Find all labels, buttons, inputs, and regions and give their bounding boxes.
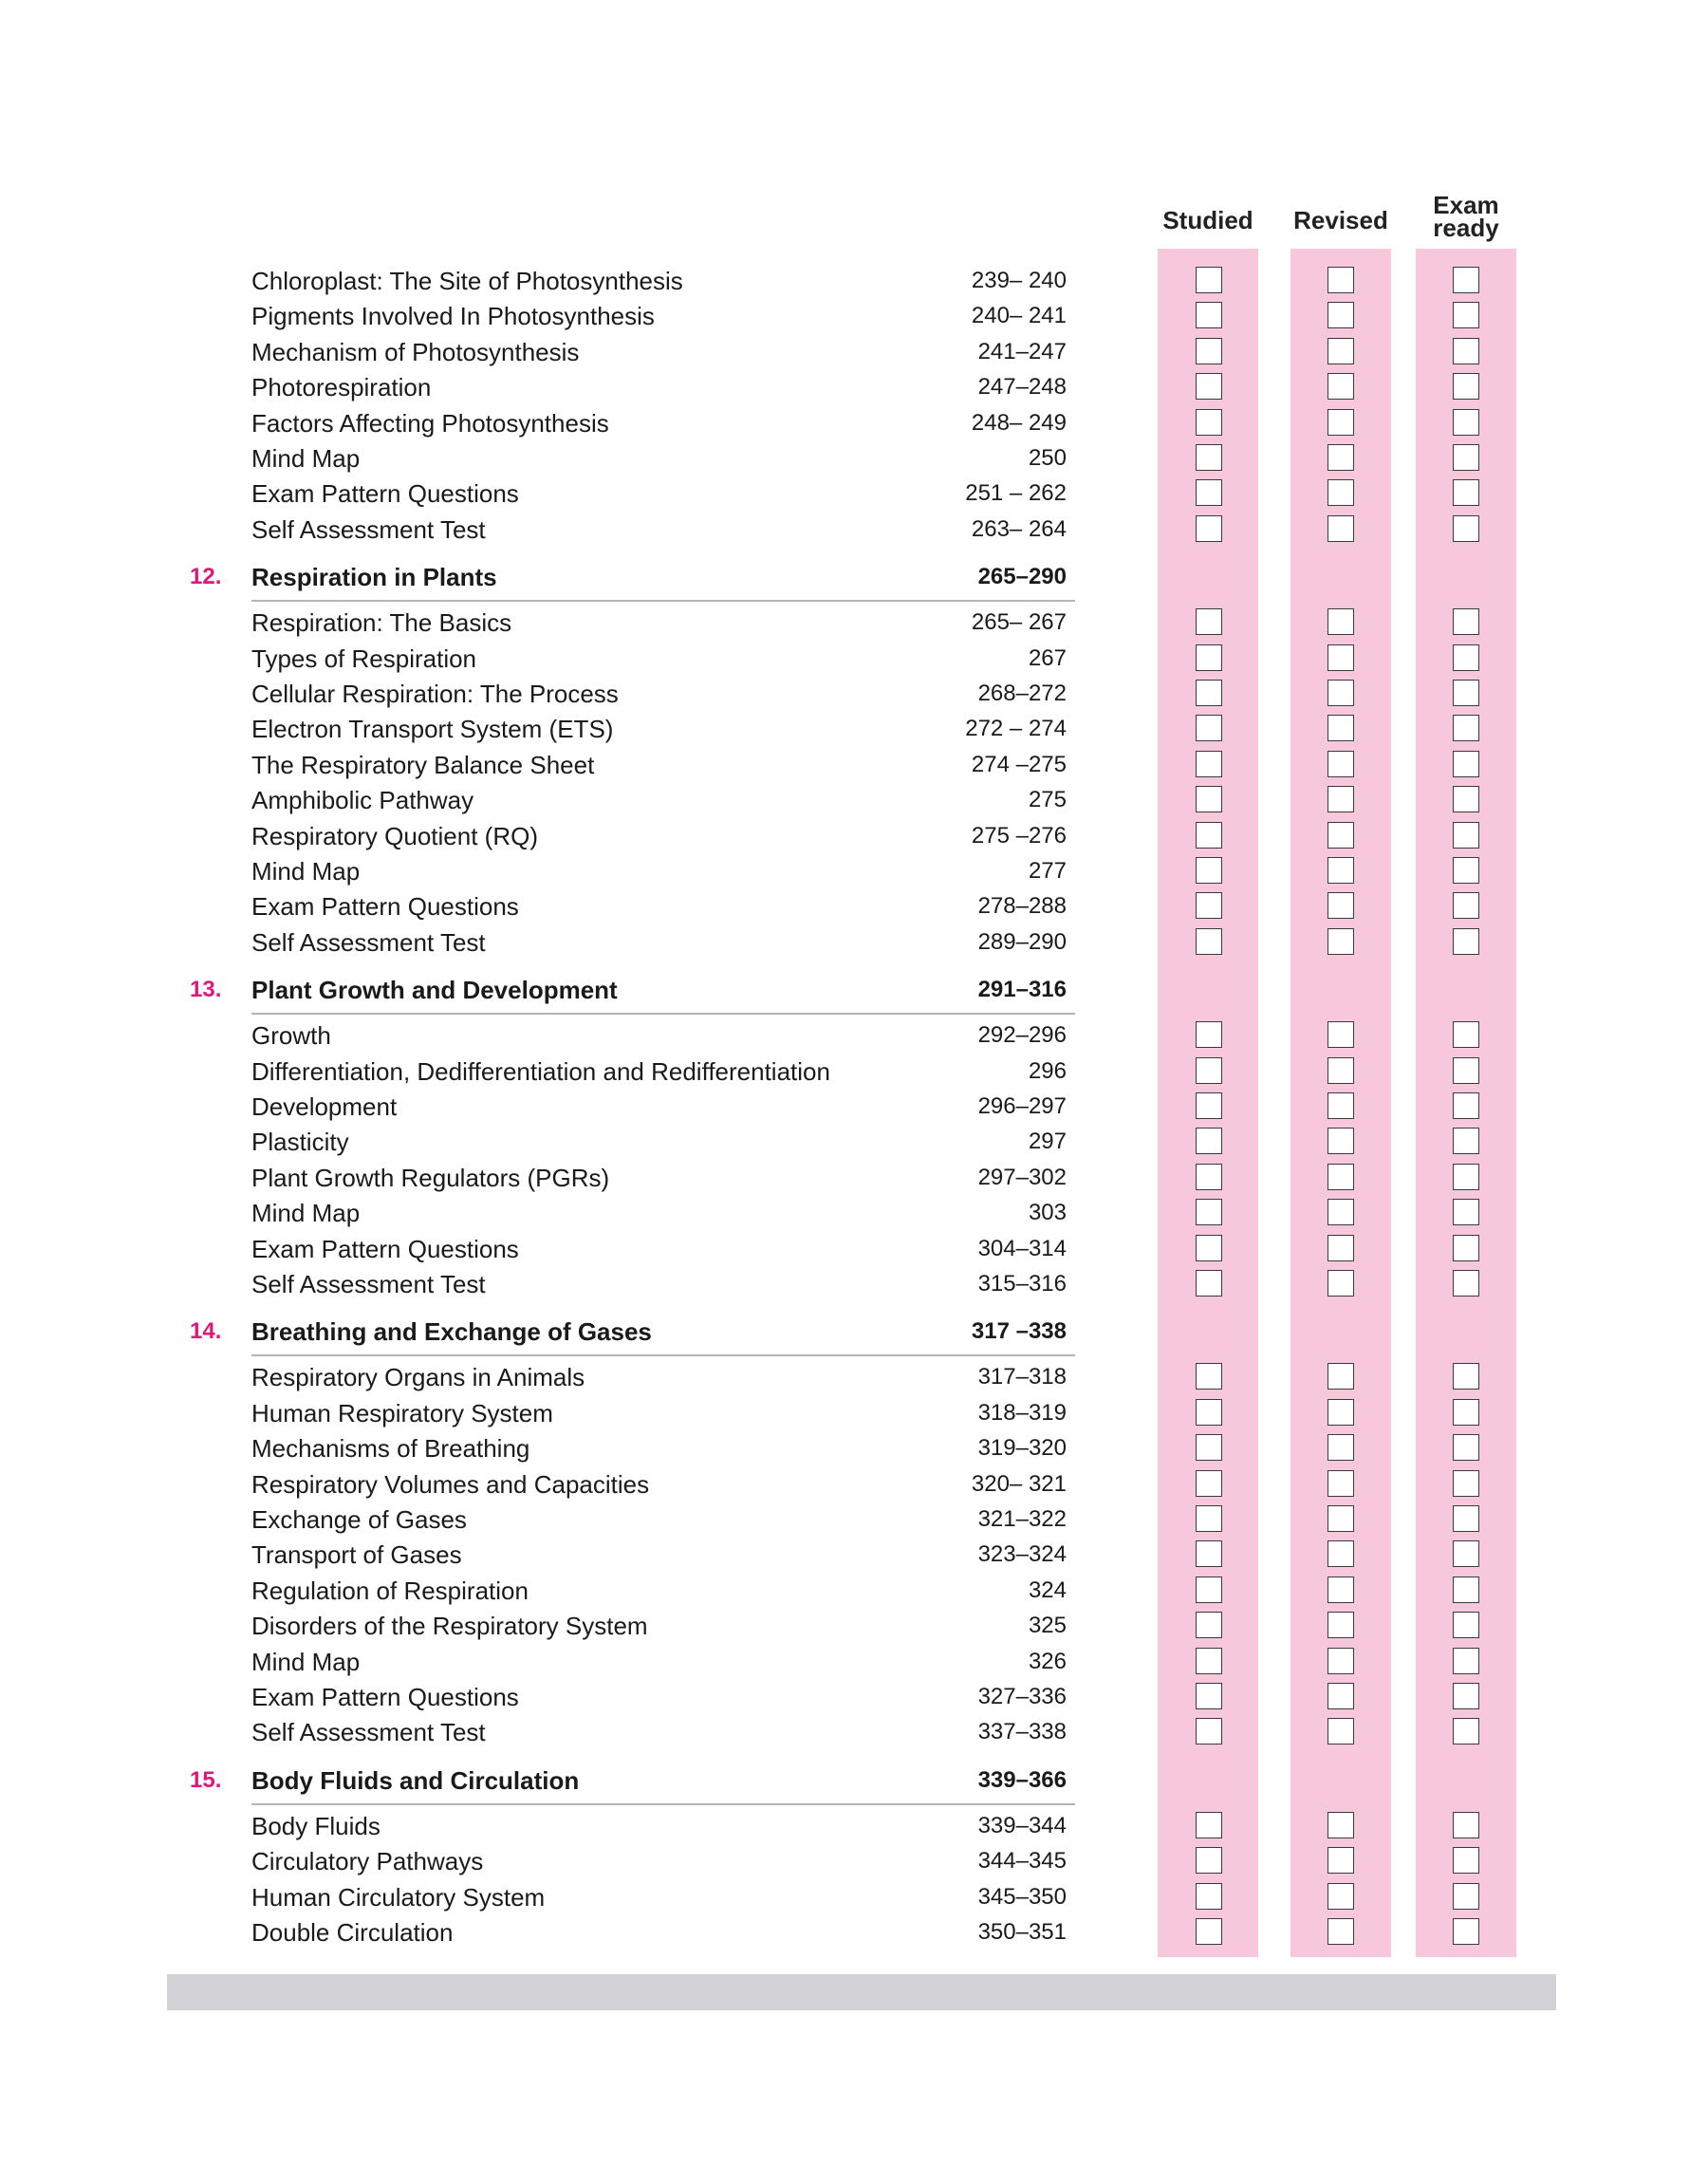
exam-ready-checkbox[interactable]	[1453, 822, 1479, 849]
topic-title: Respiratory Volumes and Capacities	[251, 1469, 650, 1499]
revised-checkbox[interactable]	[1327, 644, 1354, 671]
topic-title: Growth	[251, 1021, 331, 1051]
exam-ready-checkbox[interactable]	[1453, 1847, 1479, 1874]
studied-checkbox[interactable]	[1196, 1399, 1222, 1426]
chapter-row	[0, 1763, 1708, 1798]
studied-checkbox[interactable]	[1196, 1057, 1222, 1084]
topic-row	[0, 1502, 1708, 1537]
page-range: 272 – 274	[965, 716, 1067, 742]
topic-row	[0, 712, 1708, 746]
page-range: 339–344	[977, 1812, 1067, 1838]
exam-ready-checkbox[interactable]	[1453, 1434, 1479, 1461]
page-range: 240– 241	[971, 303, 1067, 329]
revised-checkbox[interactable]	[1327, 409, 1354, 436]
page-range: 320– 321	[971, 1470, 1067, 1497]
topic-row	[0, 854, 1708, 888]
page-range: 277	[1028, 858, 1067, 884]
topic-title: Photorespiration	[251, 373, 432, 402]
topic-row	[0, 606, 1708, 640]
page-range: 337–338	[977, 1719, 1067, 1745]
topic-title: Factors Affecting Photosynthesis	[251, 408, 609, 438]
studied-checkbox[interactable]	[1196, 1199, 1222, 1225]
topic-row	[0, 1467, 1708, 1502]
topic-title: Exchange of Gases	[251, 1505, 467, 1534]
topic-row	[0, 1196, 1708, 1230]
page-range: 291–316	[977, 977, 1067, 1003]
revised-checkbox[interactable]	[1327, 1847, 1354, 1874]
revised-header: Revised	[1293, 206, 1388, 234]
chapter-divider	[251, 1803, 1075, 1805]
studied-checkbox[interactable]	[1196, 1683, 1222, 1709]
topic-title: Respiration: The Basics	[251, 608, 512, 638]
exam-ready-checkbox[interactable]	[1453, 1270, 1479, 1297]
exam-ready-checkbox[interactable]	[1453, 644, 1479, 671]
revised-checkbox[interactable]	[1327, 479, 1354, 506]
page-range: 304–314	[977, 1235, 1067, 1261]
exam-ready-checkbox[interactable]	[1453, 786, 1479, 812]
studied-checkbox[interactable]	[1196, 1577, 1222, 1603]
chapter-number: 13.	[190, 977, 222, 1003]
revised-checkbox[interactable]	[1327, 1164, 1354, 1190]
topic-row	[0, 1396, 1708, 1430]
exam-ready-checkbox[interactable]	[1453, 338, 1479, 364]
exam-ready-header: Exam ready	[1433, 191, 1499, 242]
studied-header: Studied	[1162, 206, 1253, 234]
studied-checkbox[interactable]	[1196, 857, 1222, 884]
topic-title: Electron Transport System (ETS)	[251, 715, 614, 744]
exam-ready-checkbox[interactable]	[1453, 515, 1479, 542]
page-range: 327–336	[977, 1684, 1067, 1709]
topic-title: Types of Respiration	[251, 644, 477, 673]
chapter-title: Plant Growth and Development	[251, 976, 618, 1005]
chapter-number: 14.	[190, 1318, 222, 1345]
revised-checkbox[interactable]	[1327, 444, 1354, 471]
revised-checkbox[interactable]	[1327, 1270, 1354, 1297]
studied-checkbox[interactable]	[1196, 928, 1222, 955]
exam-ready-checkbox[interactable]	[1453, 1057, 1479, 1084]
page-range: 296–297	[977, 1093, 1067, 1119]
topic-row	[0, 1915, 1708, 1950]
studied-checkbox[interactable]	[1196, 822, 1222, 849]
studied-checkbox[interactable]	[1196, 302, 1222, 328]
chapter-number: 12.	[190, 564, 222, 590]
studied-checkbox[interactable]	[1196, 1363, 1222, 1390]
topic-title: Exam Pattern Questions	[251, 892, 519, 922]
page-range: 317 –338	[971, 1318, 1067, 1345]
revised-checkbox[interactable]	[1327, 1021, 1354, 1048]
page-range: 326	[1028, 1648, 1067, 1674]
studied-checkbox[interactable]	[1196, 1883, 1222, 1910]
revised-checkbox[interactable]	[1327, 1577, 1354, 1603]
topic-row	[0, 1880, 1708, 1914]
studied-checkbox[interactable]	[1196, 1164, 1222, 1190]
studied-checkbox[interactable]	[1196, 338, 1222, 364]
page-range: 297–302	[977, 1164, 1067, 1190]
topic-title: Mind Map	[251, 1199, 361, 1228]
page-range: 248– 249	[971, 409, 1067, 436]
studied-checkbox[interactable]	[1196, 715, 1222, 741]
topic-title: Self Assessment Test	[251, 1270, 486, 1298]
chapter-row	[0, 560, 1708, 594]
revised-checkbox[interactable]	[1327, 715, 1354, 741]
exam-ready-checkbox[interactable]	[1453, 1470, 1479, 1497]
page-range: 319–320	[977, 1435, 1067, 1462]
page-range: 268–272	[977, 681, 1067, 706]
topic-row	[0, 441, 1708, 476]
chapter-divider	[251, 1354, 1075, 1356]
studied-checkbox[interactable]	[1196, 751, 1222, 777]
chapter-row	[0, 973, 1708, 1007]
revised-checkbox[interactable]	[1327, 302, 1354, 328]
page-range: 344–345	[977, 1848, 1067, 1875]
topic-title: Cellular Respiration: The Process	[251, 680, 619, 708]
topic-row	[0, 783, 1708, 817]
page-range: 278–288	[977, 893, 1067, 920]
topic-title: The Respiratory Balance Sheet	[251, 750, 595, 779]
topic-title: Regulation of Respiration	[251, 1576, 529, 1605]
exam-ready-checkbox[interactable]	[1453, 1648, 1479, 1674]
exam-ready-checkbox[interactable]	[1453, 928, 1479, 955]
studied-checkbox[interactable]	[1196, 1021, 1222, 1048]
page-range: 339–366	[977, 1766, 1067, 1793]
studied-checkbox[interactable]	[1196, 608, 1222, 635]
exam-ready-checkbox[interactable]	[1453, 267, 1479, 293]
studied-checkbox[interactable]	[1196, 1434, 1222, 1461]
revised-checkbox[interactable]	[1327, 1540, 1354, 1567]
revised-checkbox[interactable]	[1327, 373, 1354, 400]
topic-row	[0, 335, 1708, 369]
studied-checkbox[interactable]	[1196, 267, 1222, 293]
page-range: 325	[1028, 1613, 1067, 1639]
topic-title: Differentiation, Dedifferentiation and Redifferentiation	[251, 1056, 830, 1086]
exam-ready-checkbox[interactable]	[1453, 751, 1479, 777]
page-range: 247–248	[977, 374, 1067, 401]
studied-checkbox[interactable]	[1196, 1918, 1222, 1945]
topic-title: Respiratory Quotient (RQ)	[251, 821, 538, 850]
topic-row	[0, 1161, 1708, 1195]
revised-checkbox[interactable]	[1327, 1470, 1354, 1497]
revised-checkbox[interactable]	[1327, 1363, 1354, 1390]
chapter-number: 15.	[190, 1766, 222, 1793]
topic-row	[0, 889, 1708, 924]
chapter-row	[0, 1315, 1708, 1349]
chapter-divider	[251, 600, 1075, 602]
topic-title: Transport of Gases	[251, 1540, 462, 1570]
topic-title: Mechanisms of Breathing	[251, 1434, 530, 1464]
topic-row	[0, 1360, 1708, 1394]
chapter-title: Breathing and Exchange of Gases	[251, 1317, 652, 1347]
studied-checkbox[interactable]	[1196, 1128, 1222, 1154]
revised-checkbox[interactable]	[1327, 751, 1354, 777]
page-range: 275	[1028, 787, 1067, 813]
topic-row	[0, 406, 1708, 440]
revised-checkbox[interactable]	[1327, 1812, 1354, 1838]
topic-row	[0, 1054, 1708, 1089]
revised-checkbox[interactable]	[1327, 786, 1354, 812]
exam-ready-checkbox[interactable]	[1453, 1199, 1479, 1225]
topic-row	[0, 1809, 1708, 1843]
page-range: 317–318	[977, 1364, 1067, 1390]
revised-checkbox[interactable]	[1327, 1505, 1354, 1532]
page-range: 315–316	[977, 1271, 1067, 1297]
topic-title: Human Respiratory System	[251, 1398, 553, 1427]
topic-row	[0, 1431, 1708, 1465]
studied-checkbox[interactable]	[1196, 1540, 1222, 1567]
topic-row	[0, 1090, 1708, 1124]
topic-row	[0, 299, 1708, 333]
exam-ready-checkbox[interactable]	[1453, 1021, 1479, 1048]
topic-title: Exam Pattern Questions	[251, 479, 519, 509]
topic-title: Disorders of the Respiratory System	[251, 1612, 648, 1641]
topic-row	[0, 1538, 1708, 1572]
revised-checkbox[interactable]	[1327, 267, 1354, 293]
topic-row	[0, 1267, 1708, 1301]
page-range: 289–290	[977, 928, 1067, 955]
revised-checkbox[interactable]	[1327, 1399, 1354, 1426]
revised-checkbox[interactable]	[1327, 928, 1354, 955]
revised-checkbox[interactable]	[1327, 1128, 1354, 1154]
studied-checkbox[interactable]	[1196, 1648, 1222, 1674]
exam-ready-checkbox[interactable]	[1453, 1812, 1479, 1838]
page-range: 265– 267	[971, 609, 1067, 636]
exam-ready-checkbox[interactable]	[1453, 1883, 1479, 1910]
exam-ready-checkbox[interactable]	[1453, 409, 1479, 436]
studied-checkbox[interactable]	[1196, 479, 1222, 506]
page-range: 321–322	[977, 1506, 1067, 1532]
topic-title: Human Circulatory System	[251, 1882, 546, 1912]
revised-checkbox[interactable]	[1327, 1092, 1354, 1119]
page-range: 318–319	[977, 1399, 1067, 1426]
topic-title: Pigments Involved In Photosynthesis	[251, 302, 655, 331]
revised-checkbox[interactable]	[1327, 1235, 1354, 1261]
revised-checkbox[interactable]	[1327, 822, 1354, 849]
page-range: 303	[1028, 1200, 1067, 1226]
exam-ready-checkbox[interactable]	[1453, 715, 1479, 741]
topic-title: Circulatory Pathways	[251, 1847, 484, 1876]
page-range: 265–290	[977, 564, 1067, 590]
chapter-title: Body Fluids and Circulation	[251, 1765, 580, 1795]
studied-checkbox[interactable]	[1196, 1847, 1222, 1874]
topic-title: Exam Pattern Questions	[251, 1234, 519, 1263]
topic-row	[0, 1609, 1708, 1643]
page-range: 267	[1028, 644, 1067, 671]
revised-checkbox[interactable]	[1327, 1883, 1354, 1910]
exam-ready-checkbox[interactable]	[1453, 857, 1479, 884]
topic-title: Chloroplast: The Site of Photosynthesis	[251, 267, 683, 295]
studied-checkbox[interactable]	[1196, 1505, 1222, 1532]
studied-checkbox[interactable]	[1196, 409, 1222, 436]
topic-title: Double Circulation	[251, 1918, 454, 1947]
chapter-title: Respiration in Plants	[251, 563, 497, 592]
revised-checkbox[interactable]	[1327, 857, 1354, 884]
revised-checkbox[interactable]	[1327, 1612, 1354, 1638]
page-range: 323–324	[977, 1541, 1067, 1568]
studied-checkbox[interactable]	[1196, 786, 1222, 812]
exam-ready-checkbox[interactable]	[1453, 680, 1479, 706]
topic-row	[0, 370, 1708, 404]
topic-title: Body Fluids	[251, 1811, 381, 1840]
studied-checkbox[interactable]	[1196, 644, 1222, 671]
topic-title: Respiratory Organs in Animals	[251, 1363, 585, 1392]
studied-checkbox[interactable]	[1196, 1270, 1222, 1297]
topic-row	[0, 925, 1708, 960]
topic-row	[0, 264, 1708, 298]
topic-row	[0, 1645, 1708, 1679]
topic-row	[0, 1232, 1708, 1266]
exam-ready-checkbox[interactable]	[1453, 892, 1479, 919]
topic-row	[0, 1844, 1708, 1878]
studied-checkbox[interactable]	[1196, 1612, 1222, 1638]
revised-checkbox[interactable]	[1327, 1918, 1354, 1945]
page-range: 324	[1028, 1577, 1067, 1603]
studied-checkbox[interactable]	[1196, 1092, 1222, 1119]
page-range: 251 – 262	[965, 480, 1067, 507]
page-range: 345–350	[977, 1883, 1067, 1910]
revised-checkbox[interactable]	[1327, 1683, 1354, 1709]
topic-row	[0, 1574, 1708, 1608]
revised-checkbox[interactable]	[1327, 1199, 1354, 1225]
topic-title: Self Assessment Test	[251, 927, 486, 957]
exam-ready-checkbox[interactable]	[1453, 1577, 1479, 1603]
topic-title: Self Assessment Test	[251, 514, 486, 544]
exam-ready-checkbox[interactable]	[1453, 1128, 1479, 1154]
exam-ready-checkbox[interactable]	[1453, 1399, 1479, 1426]
exam-ready-checkbox[interactable]	[1453, 1683, 1479, 1709]
exam-ready-checkbox[interactable]	[1453, 444, 1479, 471]
chapter-divider	[251, 1013, 1075, 1015]
topic-row	[0, 476, 1708, 511]
topic-title: Amphibolic Pathway	[251, 786, 474, 815]
page-range: 350–351	[977, 1919, 1067, 1945]
studied-checkbox[interactable]	[1196, 373, 1222, 400]
topic-title: Exam Pattern Questions	[251, 1683, 519, 1711]
topic-title: Self Assessment Test	[251, 1718, 486, 1747]
exam-ready-checkbox[interactable]	[1453, 1718, 1479, 1745]
topic-row	[0, 748, 1708, 782]
studied-checkbox[interactable]	[1196, 1470, 1222, 1497]
topic-row	[0, 1018, 1708, 1053]
topic-title: Development	[251, 1092, 398, 1121]
exam-ready-checkbox[interactable]	[1453, 608, 1479, 635]
studied-checkbox[interactable]	[1196, 892, 1222, 919]
topic-title: Mechanism of Photosynthesis	[251, 337, 580, 366]
page-range: 297	[1028, 1129, 1067, 1155]
revised-checkbox[interactable]	[1327, 1718, 1354, 1745]
studied-checkbox[interactable]	[1196, 1812, 1222, 1838]
footer-bar	[167, 1974, 1556, 2010]
exam-ready-checkbox[interactable]	[1453, 1505, 1479, 1532]
revised-checkbox[interactable]	[1327, 608, 1354, 635]
topic-title: Mind Map	[251, 444, 361, 473]
topic-row	[0, 1680, 1708, 1714]
revised-checkbox[interactable]	[1327, 1648, 1354, 1674]
exam-ready-checkbox[interactable]	[1453, 479, 1479, 506]
revised-checkbox[interactable]	[1327, 1057, 1354, 1084]
page-range: 275 –276	[971, 822, 1067, 849]
studied-checkbox[interactable]	[1196, 444, 1222, 471]
exam-ready-checkbox[interactable]	[1453, 1540, 1479, 1567]
page-range: 296	[1028, 1057, 1067, 1084]
exam-ready-checkbox[interactable]	[1453, 1918, 1479, 1945]
revised-checkbox[interactable]	[1327, 1434, 1354, 1461]
page-range: 263– 264	[971, 515, 1067, 542]
topic-row	[0, 513, 1708, 547]
studied-checkbox[interactable]	[1196, 515, 1222, 542]
topic-row	[0, 1125, 1708, 1159]
exam-ready-checkbox[interactable]	[1453, 1092, 1479, 1119]
topic-title: Plasticity	[251, 1128, 349, 1157]
studied-checkbox[interactable]	[1196, 680, 1222, 706]
exam-ready-checkbox[interactable]	[1453, 1363, 1479, 1390]
topic-title: Mind Map	[251, 857, 361, 886]
exam-ready-checkbox[interactable]	[1453, 1164, 1479, 1190]
page-range: 274 –275	[971, 751, 1067, 777]
exam-ready-checkbox[interactable]	[1453, 373, 1479, 400]
revised-checkbox[interactable]	[1327, 892, 1354, 919]
revised-checkbox[interactable]	[1327, 338, 1354, 364]
topic-row	[0, 677, 1708, 711]
page-range: 239– 240	[971, 268, 1067, 293]
page-range: 250	[1028, 445, 1067, 471]
topic-title: Plant Growth Regulators (PGRs)	[251, 1163, 610, 1192]
studied-checkbox[interactable]	[1196, 1235, 1222, 1261]
exam-ready-checkbox[interactable]	[1453, 302, 1479, 328]
revised-checkbox[interactable]	[1327, 680, 1354, 706]
topic-row	[0, 819, 1708, 853]
exam-ready-checkbox[interactable]	[1453, 1235, 1479, 1261]
page-range: 292–296	[977, 1022, 1067, 1049]
topic-row	[0, 642, 1708, 676]
revised-checkbox[interactable]	[1327, 515, 1354, 542]
exam-ready-checkbox[interactable]	[1453, 1612, 1479, 1638]
studied-checkbox[interactable]	[1196, 1718, 1222, 1745]
topic-title: Mind Map	[251, 1647, 361, 1676]
page-range: 241–247	[977, 338, 1067, 364]
topic-row	[0, 1715, 1708, 1749]
